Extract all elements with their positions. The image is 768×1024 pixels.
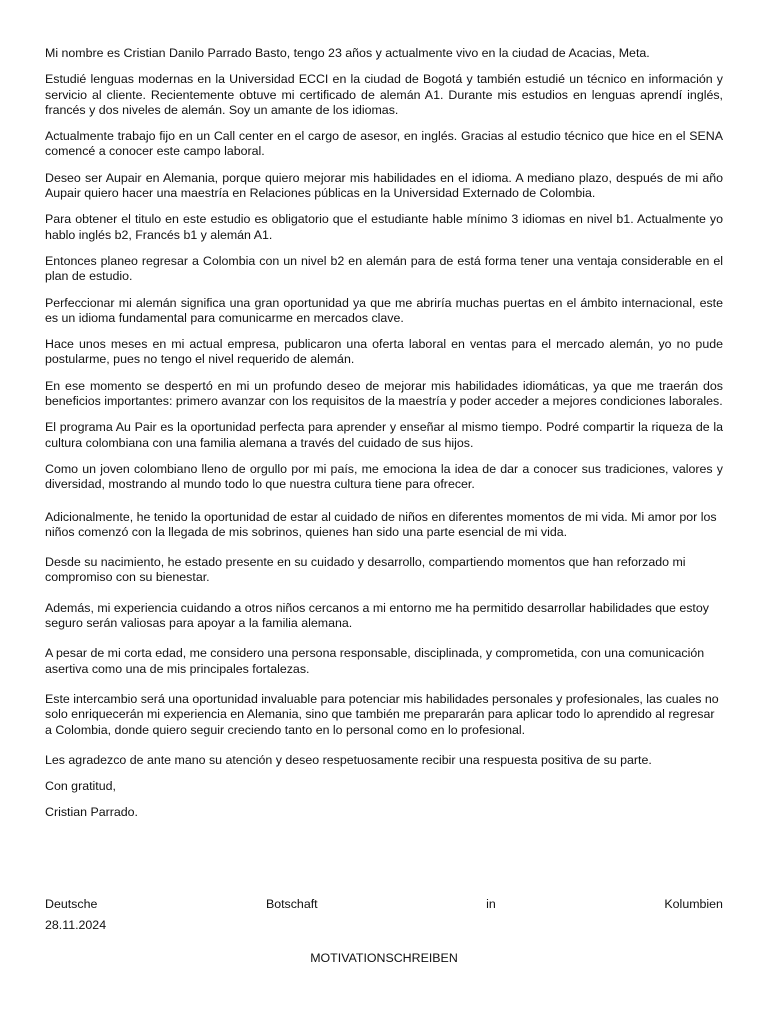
recipient-word: in — [486, 897, 496, 911]
recipient-word: Botschaft — [265, 897, 318, 911]
paragraph-opportunity: Perfeccionar mi alemán significa una gran oportunidad ya que me abriría muchas puertas en el ámbito internacional, este es un idioma fundamental para comunicarme en mercados clave. — [45, 295, 723, 325]
letter-subject: MOTIVATIONSCHREIBEN — [310, 951, 458, 965]
paragraph-plan: Entonces planeo regresar a Colombia con un nivel b2 en alemán para de está forma tener una ventaja considerable en el plan de estudio. — [45, 253, 723, 284]
paragraph-requirements: Para obtener el titulo en este estudio es obligatorio que el estudiante hable mínimo 3 idiomas en nivel b1. Actualmente yo hablo inglés b2, Francés b1 y alemán A1. — [45, 212, 723, 242]
recipient-word: Kolumbien — [664, 897, 723, 911]
recipient-line — [45, 897, 723, 912]
paragraph-job-offer: Hace unos meses en mi actual empresa, publicaron una oferta laboral en ventas para el mercado alemán, yo no pude postularme, pues no tengo el nivel requerido de alemán. — [45, 337, 723, 367]
paragraph-thanks: Les agradezco de ante mano su atención y deseo respetuosamente recibir una respuesta positiva de su parte. — [45, 752, 652, 767]
paragraph-current-job: Actualmente trabajo fijo en un Call center en el cargo de asesor, en inglés. Gracias al estudio técnico que hice en el SENA comencé a conocer este campo laboral. — [45, 129, 723, 159]
paragraph-desire: En ese momento se despertó en mi un profundo deseo de mejorar mis habilidades idiomáticas, ya que me traerán dos beneficios importantes: primero avanzar con los requisitos de la maestría y poder acceder a mejores condiciones laborales. — [45, 378, 723, 409]
paragraph-personality: A pesar de mi corta edad, me considero una persona responsable, disciplinada, y comprometida, con una comunicación asertiva como una de mis principales fortalezas. — [45, 646, 705, 676]
paragraph-intro: Mi nombre es Cristian Danilo Parrado Basto, tengo 23 años y actualmente vivo en la ciudad de Acacias, Meta. — [45, 46, 650, 60]
paragraph-program: El programa Au Pair es la oportunidad perfecta para aprender y enseñar al mismo tiempo. Podré compartir la riqueza de la cultura colombiana con una familia alemana a través del cuidado de sus hijos. — [45, 420, 723, 450]
paragraph-nephews: Desde su nacimiento, he estado presente en su cuidado y desarrollo, compartiendo momentos que han reforzado mi compromiso con su bienestar. — [45, 555, 686, 585]
letter-body — [45, 46, 723, 832]
paragraph-exchange: Este intercambio será una oportunidad invaluable para potenciar mis habilidades personales y profesionales, las cuales no solo enriquecerán mi experiencia en Alemania, sino que también me prepararán para aplicar todo lo aprendido al regresar a Colombia, donde quiero seguir creciendo tanto en lo personal como en lo profesional. — [45, 691, 719, 737]
letter-date: 28.11.2024 — [45, 918, 107, 932]
recipient-word: Deutsche — [45, 897, 98, 911]
paragraph-culture: Como un joven colombiano lleno de orgullo por mi país, me emociona la idea de dar a conocer sus tradiciones, valores y diversidad, mostrando al mundo todo lo que nuestra cultura tiene para ofrecer. — [45, 461, 723, 492]
closing-line: Con gratitud, — [45, 779, 116, 794]
paragraph-childcare: Adicionalmente, he tenido la oportunidad de estar al cuidado de niños en diferentes momentos de mi vida. Mi amor por los niños comenzó con la llegada de mis sobrinos, quienes han sido una parte esencial de mi vida. — [45, 509, 717, 539]
paragraph-experience: Además, mi experiencia cuidando a otros niños cercanos a mi entorno me ha permitido desarrollar habilidades que estoy seguro serán valiosas para apoyar a la familia alemana. — [45, 600, 709, 631]
paragraph-education: Estudié lenguas modernas en la Universidad ECCI en la ciudad de Bogotá y también estudié un técnico en información y servicio al cliente. Recientemente obtuve mi certificado de alemán A1. Durante mis estudios en lenguas aprendí inglés, francés y dos niveles de alemán. Soy un amante de los idiomas. — [45, 72, 723, 117]
signature-name: Cristian Parrado. — [45, 805, 138, 820]
paragraph-motivation: Deseo ser Aupair en Alemania, porque quiero mejorar mis habilidades en el idioma. A mediano plazo, después de mi año Aupair quiero hacer una maestría en Relaciones públicas en la Universidad Externado de Colombia. — [45, 170, 723, 201]
